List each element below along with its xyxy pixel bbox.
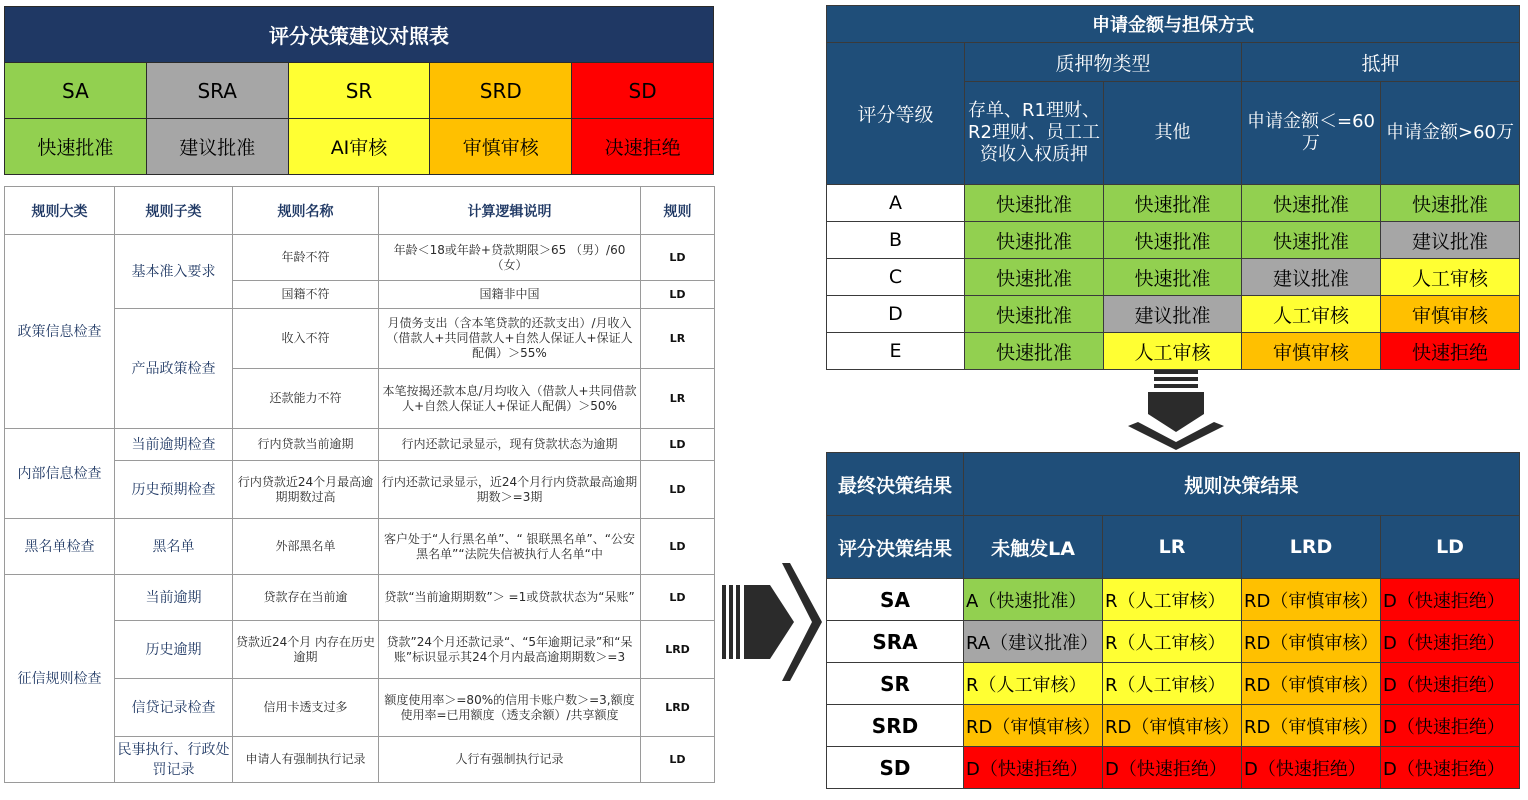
- amount-grade: D: [827, 296, 965, 333]
- final-col-la: 未触发LA: [964, 516, 1103, 579]
- rule-logic: 人行有强制执行记录: [379, 737, 641, 783]
- amount-col-pledge-special: 存单、R1理财、R2理财、员工工资收入权质押: [965, 82, 1104, 185]
- final-grade: SRA: [827, 621, 964, 663]
- legend-code-sd: SD: [572, 63, 714, 119]
- rules-header-rule: 规则: [641, 187, 715, 235]
- rule-name: 国籍不符: [233, 281, 379, 309]
- amount-cell: 建议批准: [1104, 296, 1242, 333]
- rule-code: LRD: [641, 679, 715, 737]
- amount-cell: 人工审核: [1104, 333, 1242, 370]
- final-col-lrd: LRD: [1242, 516, 1381, 579]
- rules-subcategory: 历史逾期: [115, 621, 233, 679]
- rule-logic: 月债务支出（含本笔贷款的还款支出）/月收入（借款人+共同借款人+自然人保证人+保证人配偶）＞55%: [379, 309, 641, 369]
- rule-logic: 客户处于“人行黑名单”、“ 银联黑名单”、“公安黑名单”“法院失信被执行人名单“中: [379, 519, 641, 575]
- legend-code-srd: SRD: [430, 63, 572, 119]
- amount-grade: A: [827, 185, 965, 222]
- amount-grade: B: [827, 222, 965, 259]
- final-cell: D（快速拒绝）: [1381, 663, 1520, 705]
- final-grade: SD: [827, 747, 964, 789]
- rules-category: 黑名单检查: [5, 519, 115, 575]
- rule-name: 收入不符: [233, 309, 379, 369]
- final-corner-top: 最终决策结果: [827, 453, 964, 516]
- rules-subcategory: 当前逾期: [115, 575, 233, 621]
- rule-code: LD: [641, 519, 715, 575]
- legend-action-sr: AI审核: [288, 119, 430, 175]
- amount-cell: 人工审核: [1242, 296, 1381, 333]
- rules-subcategory: 当前逾期检查: [115, 429, 233, 461]
- rule-logic: 行内还款记录显示，现有贷款状态为逾期: [379, 429, 641, 461]
- final-col-lr: LR: [1103, 516, 1242, 579]
- amount-col-gt60: 申请金额>60万: [1381, 82, 1520, 185]
- amount-cell: 快速批准: [1104, 222, 1242, 259]
- rule-name: 行内贷款当前逾期: [233, 429, 379, 461]
- rules-table: [4, 186, 715, 783]
- amount-cell: 快速批准: [1242, 185, 1381, 222]
- rules-category: 内部信息检查: [5, 429, 115, 519]
- final-grade: SRD: [827, 705, 964, 747]
- rule-logic: 年龄＜18或年龄+贷款期限＞65 （男）/60（女）: [379, 235, 641, 281]
- amount-cell: 快速批准: [965, 333, 1104, 370]
- final-cell: RD（审慎审核）: [1242, 663, 1381, 705]
- rules-subcategory: 历史预期检查: [115, 461, 233, 519]
- rule-name: 信用卡透支过多: [233, 679, 379, 737]
- final-rules-header: 规则决策结果: [964, 453, 1520, 516]
- legend-title: 评分决策建议对照表: [5, 7, 714, 63]
- rules-header-logic: 计算逻辑说明: [379, 187, 641, 235]
- rule-code: LD: [641, 575, 715, 621]
- final-grade: SA: [827, 579, 964, 621]
- final-grade: SR: [827, 663, 964, 705]
- rule-code: LRD: [641, 621, 715, 679]
- rule-name: 外部黑名单: [233, 519, 379, 575]
- final-cell: D（快速拒绝）: [1242, 747, 1381, 789]
- final-cell: R（人工审核）: [964, 663, 1103, 705]
- right-arrow-icon: [722, 563, 822, 681]
- rules-subcategory: 产品政策检查: [115, 309, 233, 429]
- amount-cell: 快速批准: [965, 222, 1104, 259]
- final-cell: R（人工审核）: [1103, 579, 1242, 621]
- rules-subcategory: 基本准入要求: [115, 235, 233, 309]
- amount-cell: 快速批准: [965, 296, 1104, 333]
- amount-cell: 快速批准: [1242, 222, 1381, 259]
- final-cell: D（快速拒绝）: [1381, 705, 1520, 747]
- final-corner-bottom: 评分决策结果: [827, 516, 964, 579]
- rule-name: 申请人有强制执行记录: [233, 737, 379, 783]
- amount-cell: 人工审核: [1381, 259, 1520, 296]
- final-cell: D（快速拒绝）: [1381, 747, 1520, 789]
- final-cell: D（快速拒绝）: [964, 747, 1103, 789]
- final-cell: RD（审慎审核）: [964, 705, 1103, 747]
- amount-cell: 快速批准: [1104, 185, 1242, 222]
- rule-code: LD: [641, 429, 715, 461]
- final-cell: RD（审慎审核）: [1242, 621, 1381, 663]
- rule-logic: 贷款”24个月还款记录“、“5年逾期记录”和“呆账”标识显示其24个月内最高逾期期数＞=3: [379, 621, 641, 679]
- legend-code-sa: SA: [5, 63, 147, 119]
- final-cell: RD（审慎审核）: [1103, 705, 1242, 747]
- final-cell: RA（建议批准）: [964, 621, 1103, 663]
- amount-cell: 快速批准: [965, 259, 1104, 296]
- rule-code: LR: [641, 309, 715, 369]
- rules-subcategory: 民事执行、行政处罚记录: [115, 737, 233, 783]
- final-cell: R（人工审核）: [1103, 663, 1242, 705]
- rule-code: LD: [641, 281, 715, 309]
- rule-code: LD: [641, 461, 715, 519]
- rule-code: LD: [641, 737, 715, 783]
- rule-name: 年龄不符: [233, 235, 379, 281]
- amount-col-le60: 申请金额＜=60万: [1242, 82, 1381, 185]
- rules-header-category: 规则大类: [5, 187, 115, 235]
- amount-grade-header: 评分等级: [827, 43, 965, 185]
- legend-code-sr: SR: [288, 63, 430, 119]
- rules-subcategory: 黑名单: [115, 519, 233, 575]
- amount-col-other: 其他: [1104, 82, 1242, 185]
- rules-category: 政策信息检查: [5, 235, 115, 429]
- legend-action-srd: 审慎审核: [430, 119, 572, 175]
- rules-header-name: 规则名称: [233, 187, 379, 235]
- rule-name: 还款能力不符: [233, 369, 379, 429]
- rule-code: LR: [641, 369, 715, 429]
- rule-logic: 贷款“当前逾期期数”＞ =1或贷款状态为“呆账”: [379, 575, 641, 621]
- amount-cell: 快速批准: [1381, 185, 1520, 222]
- rules-category: 征信规则检查: [5, 575, 115, 783]
- amount-group-mortgage: 抵押: [1242, 43, 1520, 82]
- final-cell: RD（审慎审核）: [1242, 579, 1381, 621]
- rule-code: LD: [641, 235, 715, 281]
- rules-header-subcategory: 规则子类: [115, 187, 233, 235]
- legend-action-sra: 建议批准: [146, 119, 288, 175]
- legend-code-sra: SRA: [146, 63, 288, 119]
- rule-name: 行内贷款近24个月最高逾期期数过高: [233, 461, 379, 519]
- final-cell: D（快速拒绝）: [1381, 579, 1520, 621]
- final-cell: RD（审慎审核）: [1242, 705, 1381, 747]
- rules-subcategory: 信贷记录检查: [115, 679, 233, 737]
- amount-cell: 快速批准: [1104, 259, 1242, 296]
- amount-group-pledge: 质押物类型: [965, 43, 1242, 82]
- amount-grade: C: [827, 259, 965, 296]
- rule-logic: 国籍非中国: [379, 281, 641, 309]
- amount-cell: 快速拒绝: [1381, 333, 1520, 370]
- rule-logic: 本笔按揭还款本息/月均收入（借款人+共同借款人+自然人保证人+保证人配偶）＞50%: [379, 369, 641, 429]
- rule-logic: 行内还款记录显示，近24个月行内贷款最高逾期期数＞=3期: [379, 461, 641, 519]
- final-cell: A（快速批准）: [964, 579, 1103, 621]
- legend-action-sd: 决速拒绝: [572, 119, 714, 175]
- amount-cell: 审慎审核: [1381, 296, 1520, 333]
- amount-cell: 快速批准: [965, 185, 1104, 222]
- amount-guarantee-table: [826, 5, 1520, 370]
- rule-logic: 额度使用率＞=80%的信用卡账户数＞=3,额度使用率=已用额度（透支余额）/共享额度: [379, 679, 641, 737]
- final-col-ld: LD: [1381, 516, 1520, 579]
- final-cell: R（人工审核）: [1103, 621, 1242, 663]
- down-arrow-icon: [1128, 370, 1224, 450]
- score-legend-table: [4, 6, 714, 175]
- amount-title: 申请金额与担保方式: [827, 6, 1520, 43]
- amount-cell: 建议批准: [1242, 259, 1381, 296]
- rule-name: 贷款存在当前逾: [233, 575, 379, 621]
- legend-action-sa: 快速批准: [5, 119, 147, 175]
- amount-cell: 审慎审核: [1242, 333, 1381, 370]
- amount-grade: E: [827, 333, 965, 370]
- rule-name: 贷款近24个月 内存在历史逾期: [233, 621, 379, 679]
- final-decision-table: [826, 452, 1520, 789]
- final-cell: D（快速拒绝）: [1103, 747, 1242, 789]
- amount-cell: 建议批准: [1381, 222, 1520, 259]
- final-cell: D（快速拒绝）: [1381, 621, 1520, 663]
